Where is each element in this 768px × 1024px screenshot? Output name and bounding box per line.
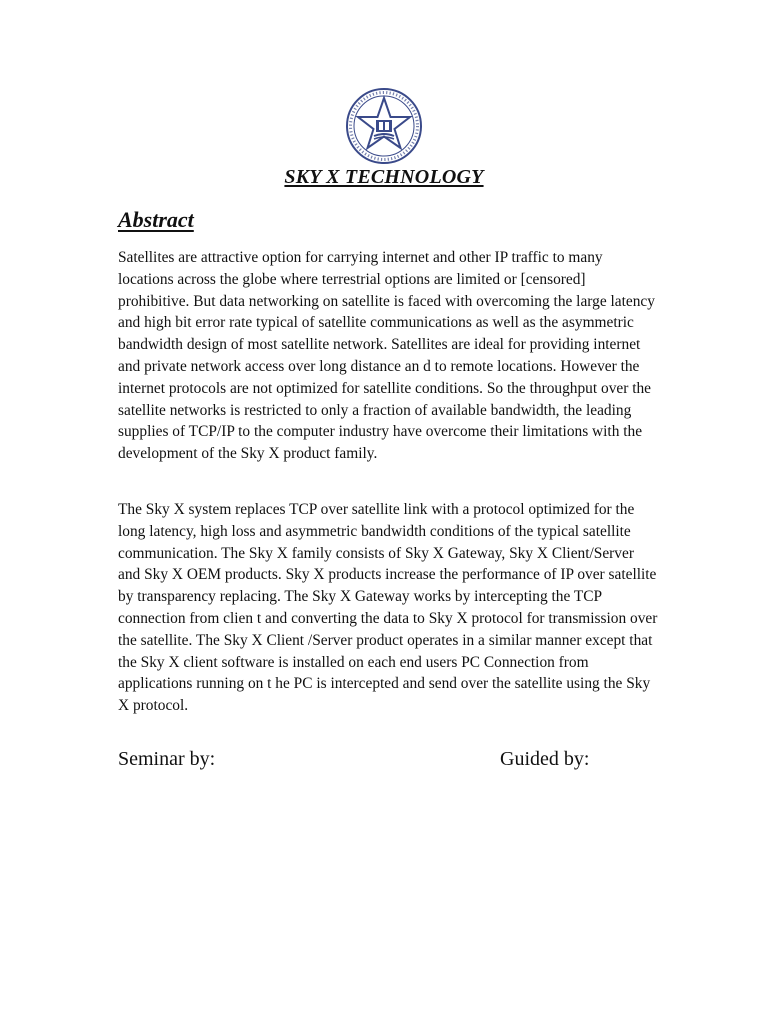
section-heading: Abstract [118,207,194,232]
document-title: SKY X TECHNOLOGY [284,166,484,188]
abstract-paragraph-2: The Sky X system replaces TCP over satellite link with a protocol optimized for the long latency, high loss and asymmetric bandwidth conditions of the typical satellite communication. The Sky X family consists of Sky X Gateway, Sky X Client/Server and Sky X OEM products. Sky X products increase the performance of IP over satellite by transparency replacing. The Sky X Gateway works by intercepting the TCP connection from clien t and converting the data to Sky X protocol for transmission over the satellite. The Sky X Client /Server product operates in a similar manner except that the Sky X client software is installed on each end users PC Connection from applications running on t he PC is intercepted and send over the satellite using the Sky X protocol. [118,501,658,715]
abstract-paragraph-1: Satellites are attractive option for carrying internet and other IP traffic to many locations across the globe where terrestrial options are limited or [censored] prohibitive. But data networking on satellite is faced with overcoming the large latency and high bit error rate typical of satellite communications as well as the asymmetric bandwidth design of most satellite network. Satellites are ideal for providing internet and private network access over long distance an d to remote locations. However the internet protocols are not optimized for satellite conditions. So the throughput over the satellite networks is restricted to only a fraction of available bandwidth, the leading supplies of TCP/IP to the computer industry have overcome their limitations with the development of the Sky X product family. [118,249,655,463]
institution-seal-icon [344,86,424,166]
seminar-by-label: Seminar by: [118,748,216,770]
guided-by-label: Guided by: [500,748,590,770]
